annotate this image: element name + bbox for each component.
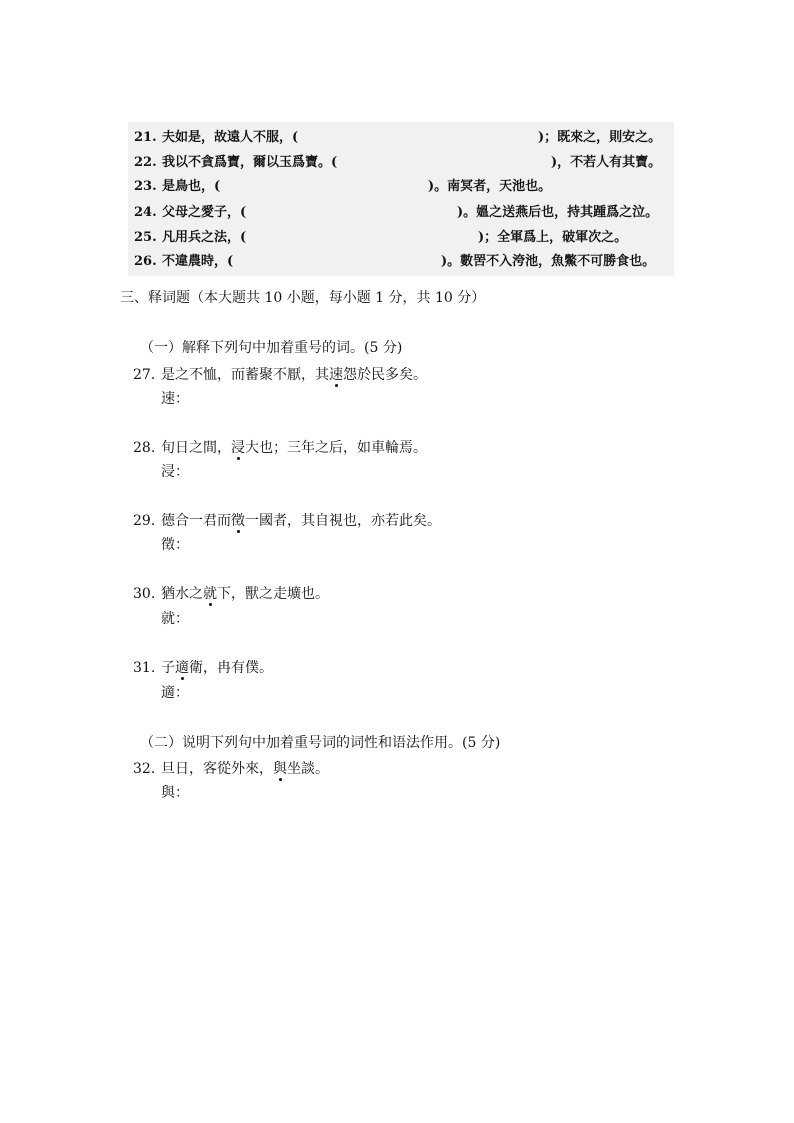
question-number: 25. xyxy=(134,230,157,245)
emphasized-word: 速 xyxy=(329,367,343,383)
question-30 xyxy=(133,584,329,604)
question-number: 31. xyxy=(133,660,156,676)
question-text-after: 一國者，其自視也，亦若此矣。 xyxy=(245,513,441,529)
question-26 xyxy=(134,252,668,272)
question-suffix: )。媼之送燕后也，持其踵爲之泣。 xyxy=(457,205,659,220)
question-22 xyxy=(134,153,668,173)
question-number: 26. xyxy=(134,254,157,269)
emphasized-word: 與 xyxy=(273,761,287,777)
question-27 xyxy=(133,365,427,385)
question-prefix: 凡用兵之法，( xyxy=(162,230,247,245)
answer-label: 適： xyxy=(161,685,189,701)
question-suffix: )。數罟不入洿池，魚鱉不可勝食也。 xyxy=(441,254,656,269)
question-suffix: )；既來之，則安之。 xyxy=(538,130,662,145)
question-31 xyxy=(133,658,273,678)
question-text-after: 怨於民多矣。 xyxy=(343,367,427,383)
emphasized-word: 適 xyxy=(175,660,189,676)
question-text-after: 坐談。 xyxy=(287,761,329,777)
question-32 xyxy=(133,759,329,779)
question-number: 23. xyxy=(134,179,157,194)
answer-label: 浸： xyxy=(161,464,189,480)
question-number: 21. xyxy=(134,130,157,145)
question-21 xyxy=(134,128,668,148)
answer-label: 徵： xyxy=(161,537,189,553)
question-text-before: 是之不恤，而蓄聚不厭，其 xyxy=(161,367,329,383)
question-prefix: 是鳥也，( xyxy=(162,179,221,194)
question-text-before: 猶水之 xyxy=(161,586,203,602)
question-prefix: 夫如是，故遠人不服，( xyxy=(162,130,299,145)
question-text-after: 衛，冉有僕。 xyxy=(189,660,273,676)
question-number: 28. xyxy=(133,440,156,456)
answer-label: 與： xyxy=(161,785,189,801)
question-number: 30. xyxy=(133,586,156,602)
answer-label: 就： xyxy=(161,611,189,627)
question-number: 32. xyxy=(133,761,156,777)
question-prefix: 父母之愛子，( xyxy=(162,205,247,220)
question-prefix: 不違農時，( xyxy=(162,254,234,269)
emphasized-word: 浸 xyxy=(231,440,245,456)
question-suffix: )，不若人有其寶。 xyxy=(551,155,662,170)
fill-in-blank-scan xyxy=(128,122,674,276)
question-25 xyxy=(134,228,668,248)
section-title: 三、释词题（本大题共 10 小题，每小题 1 分，共 10 分） xyxy=(120,290,486,306)
question-text-before: 德合一君而 xyxy=(161,513,231,529)
part-two-instructions: （二）说明下列句中加着重号词的词性和语法作用。(5 分) xyxy=(140,735,501,751)
question-23 xyxy=(134,177,668,197)
question-text-after: 下，獸之走壙也。 xyxy=(217,586,329,602)
question-text-before: 旬日之間， xyxy=(161,440,231,456)
question-text-before: 旦日，客從外來， xyxy=(161,761,273,777)
emphasized-word: 就 xyxy=(203,586,217,602)
question-suffix: )；全軍爲上，破軍次之。 xyxy=(478,230,628,245)
emphasized-word: 徵 xyxy=(231,513,245,529)
question-number: 29. xyxy=(133,513,156,529)
question-number: 24. xyxy=(134,205,157,220)
question-text-after: 大也；三年之后，如車輪焉。 xyxy=(245,440,427,456)
question-text-before: 子 xyxy=(161,660,175,676)
question-number: 27. xyxy=(133,367,156,383)
part-one-instructions: （一）解释下列句中加着重号的词。(5 分) xyxy=(140,340,403,356)
question-prefix: 我以不貪爲寶，爾以玉爲寶。( xyxy=(162,155,338,170)
question-29 xyxy=(133,511,441,531)
question-28 xyxy=(133,438,427,458)
question-suffix: )。南冥者，天池也。 xyxy=(428,179,552,194)
question-24 xyxy=(134,203,668,223)
answer-label: 速： xyxy=(161,391,189,407)
question-number: 22. xyxy=(134,155,157,170)
